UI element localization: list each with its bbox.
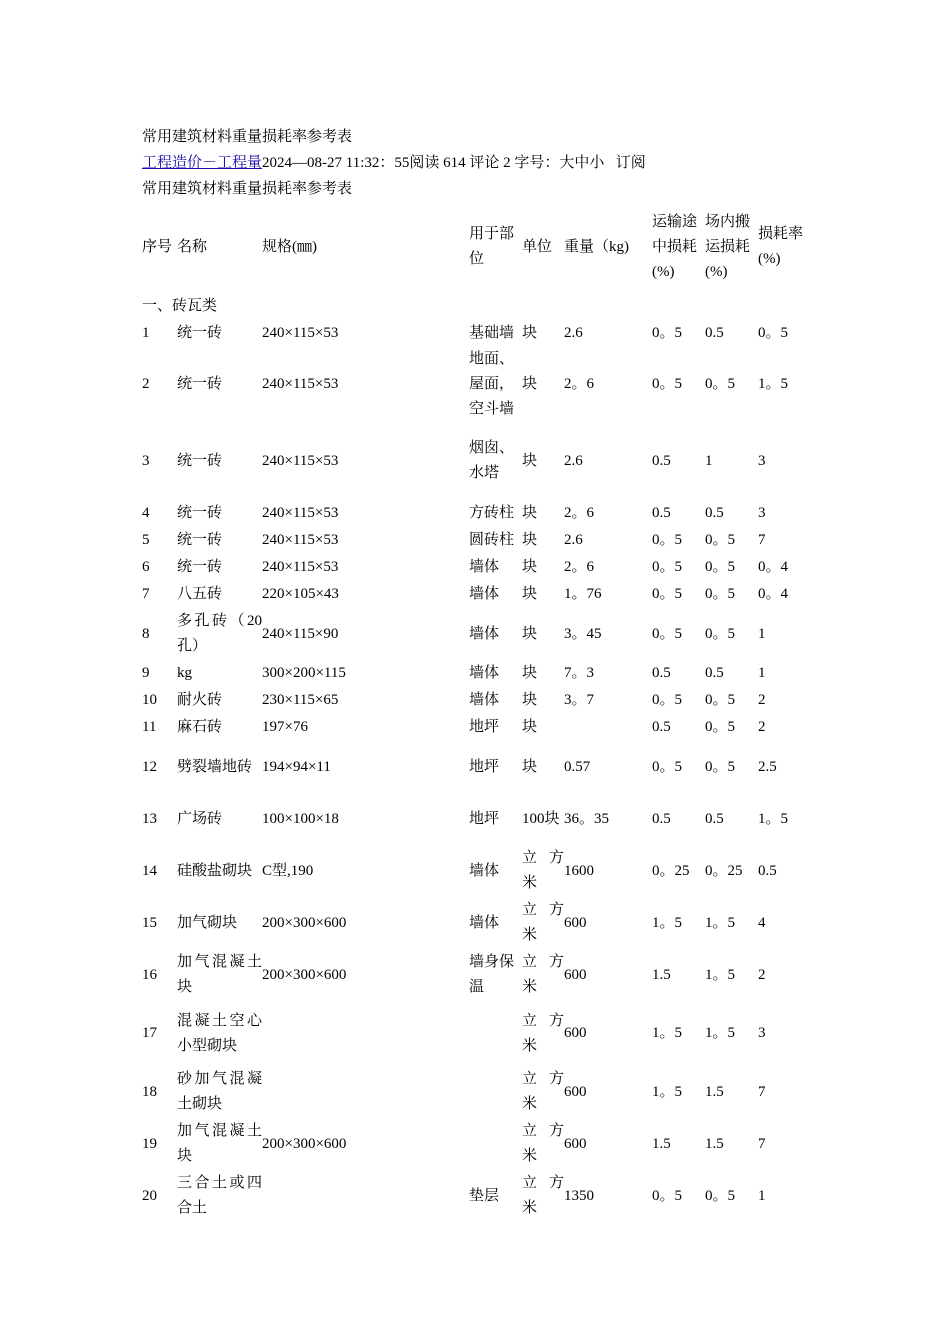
table-cell: 块 <box>522 586 538 602</box>
table-cell: 0。5 <box>705 559 736 575</box>
table-cell: 240×115×90 <box>262 625 339 642</box>
table-cell: 0。5 <box>705 719 736 735</box>
table-cell: 7 <box>758 1135 766 1152</box>
table-cell: 3 <box>758 452 766 469</box>
table-cell: 加气混凝土块 <box>177 954 262 995</box>
table-cell: 0。5 <box>705 758 736 775</box>
table-cell: 0。5 <box>705 532 736 548</box>
table-cell: 197×76 <box>262 719 308 735</box>
table-header-row <box>142 202 807 292</box>
table-cell: 立方米 <box>522 1123 564 1164</box>
table-cell: 0。5 <box>652 559 683 575</box>
table-cell: 18 <box>142 1083 157 1100</box>
table-cell: 0。5 <box>652 376 683 392</box>
table-cell: 立方米 <box>522 1012 564 1054</box>
table-cell <box>262 1066 469 1118</box>
table-cell: 2。6 <box>564 376 595 392</box>
table-row <box>142 897 807 949</box>
table-cell: 12 <box>142 758 157 775</box>
table-row <box>142 714 807 741</box>
table-cell: kg <box>177 665 192 681</box>
table-row <box>142 949 807 1001</box>
table-cell: 15 <box>142 914 157 931</box>
table-row <box>142 554 807 581</box>
table-cell: 2 <box>142 376 150 392</box>
table-cell: 600 <box>564 966 587 983</box>
table-cell: 1 <box>705 452 713 469</box>
table-cell: 块 <box>522 625 538 642</box>
table-cell: 0。5 <box>705 1187 736 1204</box>
table-row <box>142 1118 807 1170</box>
table-cell: 0。5 <box>652 692 683 708</box>
table-cell: 0。5 <box>705 586 736 602</box>
table-cell: 4 <box>758 914 766 931</box>
table-cell: 200×300×600 <box>262 914 347 931</box>
table-cell: 1。76 <box>564 586 602 602</box>
table-cell: 240×115×53 <box>262 376 339 392</box>
table-cell: 块 <box>522 505 538 521</box>
header-cell: 规格(㎜) <box>262 238 317 255</box>
table-cell: 统一砖 <box>177 376 223 392</box>
table-cell: 3 <box>758 505 766 521</box>
table-cell: 4 <box>142 505 150 521</box>
table-cell: 墙体 <box>469 692 500 708</box>
table-cell: 1 <box>758 665 766 681</box>
table-cell: 块 <box>522 692 538 708</box>
table-cell: 600 <box>564 1135 587 1152</box>
subscribe-link[interactable]: 订阅 <box>615 155 646 171</box>
table-cell: 0。25 <box>652 862 690 879</box>
table-cell: 墙体 <box>469 586 500 602</box>
table-cell: 200×300×600 <box>262 966 347 983</box>
table-cell: 块 <box>522 559 538 575</box>
table-cell: 广场砖 <box>177 810 223 827</box>
table-cell: 10 <box>142 692 157 708</box>
table-cell: C型,190 <box>262 862 314 879</box>
header-cell: 名称 <box>177 238 208 255</box>
table-cell: 11 <box>142 719 157 735</box>
table-cell: 3 <box>758 1025 766 1041</box>
table-cell: 八五砖 <box>177 586 223 602</box>
table-cell: 统一砖 <box>177 532 223 548</box>
table-cell: 1 <box>758 1187 766 1204</box>
table-cell: 立方米 <box>522 954 564 995</box>
table-cell <box>262 1001 469 1066</box>
table-cell: 0。5 <box>652 625 683 642</box>
table-cell: 0。5 <box>705 692 736 708</box>
table-cell: 240×115×53 <box>262 505 339 521</box>
table-cell: 200×300×600 <box>262 1135 347 1152</box>
header-cell: 运输途中损耗(%) <box>652 213 698 280</box>
table-row <box>142 320 807 347</box>
table-row <box>142 660 807 687</box>
table-cell: 1350 <box>564 1187 594 1204</box>
doc-subtitle: 常用建筑材料重量损耗率参考表 <box>142 181 353 197</box>
table-cell: 240×115×53 <box>262 452 339 469</box>
table-cell: 1.5 <box>652 966 671 983</box>
table-cell: 8 <box>142 625 150 642</box>
table-cell: 0。5 <box>652 532 683 548</box>
table-cell: 1。5 <box>652 1083 683 1100</box>
table-cell: 立方米 <box>522 850 564 891</box>
doc-title: 常用建筑材料重量损耗率参考表 <box>142 129 353 145</box>
table-cell: 垫层 <box>469 1187 500 1204</box>
table-cell: 0.5 <box>705 810 724 827</box>
table-row <box>142 347 807 422</box>
table-row <box>142 845 807 897</box>
table-cell: 2.6 <box>564 452 583 469</box>
table-cell: 统一砖 <box>177 452 223 469</box>
table-cell: 0。5 <box>758 325 789 341</box>
table-cell: 2 <box>758 966 766 983</box>
table-cell: 0。4 <box>758 586 789 602</box>
table-cell: 194×94×11 <box>262 758 331 775</box>
font-size-options[interactable]: 大中小 <box>559 155 605 171</box>
table-cell: 1 <box>758 625 766 642</box>
table-cell: 300×200×115 <box>262 665 346 681</box>
table-cell: 墙身保温 <box>469 954 515 995</box>
table-cell: 0.5 <box>652 665 671 681</box>
category-link[interactable]: 工程造价－工程量 <box>142 155 263 171</box>
table-cell: 19 <box>142 1135 157 1152</box>
header-cell: 序号 <box>142 238 173 255</box>
table-cell: 立方米 <box>522 1175 564 1216</box>
table-cell: 墙体 <box>469 862 500 879</box>
table-cell: 1。5 <box>758 810 789 827</box>
table-cell: 加气混凝土块 <box>177 1123 262 1164</box>
table-cell: 1。5 <box>652 1025 683 1041</box>
table-row <box>142 608 807 660</box>
table-cell: 麻石砖 <box>177 719 223 735</box>
table-cell: 块 <box>522 665 538 681</box>
table-cell: 20 <box>142 1187 157 1204</box>
table-cell <box>469 1001 522 1066</box>
post-datetime: 2024—08-27 11:32：55 <box>262 155 410 171</box>
header-cell: 损耗率(%) <box>758 226 804 267</box>
table-cell: 0.57 <box>564 758 591 775</box>
table-cell: 2 <box>758 692 766 708</box>
table-cell: 2.6 <box>564 532 583 548</box>
table-cell: 16 <box>142 966 157 983</box>
category-row <box>142 292 807 320</box>
table-cell: 3 <box>142 452 150 469</box>
table-cell: 0。5 <box>652 758 683 775</box>
header-cell: 用于部位 <box>469 226 515 267</box>
table-cell: 0.5 <box>652 452 671 469</box>
comment-count[interactable]: 评论 2 <box>469 155 511 171</box>
table-cell: 统一砖 <box>177 505 223 521</box>
table-cell: 7 <box>758 532 766 548</box>
doc-meta <box>142 150 822 176</box>
table-cell <box>564 714 652 741</box>
table-cell: 0。5 <box>652 325 683 341</box>
table-cell: 5 <box>142 532 150 548</box>
table-row <box>142 1066 807 1118</box>
table-cell: 600 <box>564 1083 587 1100</box>
table-cell: 0.5 <box>705 325 724 341</box>
table-cell: 2。6 <box>564 505 595 521</box>
table-cell: 1。5 <box>705 1025 736 1041</box>
table-cell: 2.6 <box>564 325 583 341</box>
table-cell: 17 <box>142 1025 157 1041</box>
table-row <box>142 1001 807 1066</box>
table-cell: 统一砖 <box>177 559 223 575</box>
table-cell: 2。6 <box>564 559 595 575</box>
table-cell: 硅酸盐砌块 <box>177 862 253 879</box>
table-cell: 0。25 <box>705 862 743 879</box>
table-cell: 统一砖 <box>177 325 223 341</box>
table-cell <box>262 1170 469 1222</box>
table-cell: 0。5 <box>652 586 683 602</box>
table-cell: 立方米 <box>522 1071 564 1112</box>
table-cell: 0.5 <box>705 665 724 681</box>
table-cell <box>469 1066 522 1118</box>
table-cell: 1 <box>142 325 150 341</box>
table-row <box>142 741 807 793</box>
table-row <box>142 422 807 500</box>
table-cell: 多孔砖（20孔） <box>177 613 262 654</box>
table-row <box>142 687 807 714</box>
table-cell: 7 <box>758 1083 766 1100</box>
table-cell: 烟囱、水塔 <box>469 440 515 481</box>
table-cell: 基础墙 <box>469 325 515 341</box>
header-cell: 场内搬运损耗(%) <box>705 213 751 280</box>
document-page <box>142 124 822 1222</box>
header-cell: 重量（kg) <box>564 238 629 255</box>
table-cell: 0.5 <box>652 505 671 521</box>
table-cell: 地坪 <box>469 810 500 827</box>
table-cell: 1.5 <box>652 1135 671 1152</box>
table-cell: 7 <box>142 586 150 602</box>
table-cell: 240×115×53 <box>262 559 339 575</box>
table-cell: 地坪 <box>469 758 500 775</box>
table-cell: 1。5 <box>705 914 736 931</box>
table-cell: 100块 <box>522 810 560 827</box>
table-row <box>142 527 807 554</box>
table-cell: 1。5 <box>705 966 736 983</box>
table-cell: 立方米 <box>522 902 564 943</box>
table-cell: 2 <box>758 719 766 735</box>
read-count: 阅读 614 <box>409 155 466 171</box>
table-cell: 1.5 <box>705 1083 724 1100</box>
table-cell: 1。5 <box>758 376 789 392</box>
table-row <box>142 793 807 845</box>
header-cell: 单位 <box>522 238 553 255</box>
table-cell: 圆砖柱 <box>469 532 515 548</box>
table-cell: 方砖柱 <box>469 505 515 521</box>
table-cell: 6 <box>142 559 150 575</box>
table-row <box>142 500 807 527</box>
table-cell: 加气砌块 <box>177 914 238 931</box>
table-cell: 240×115×53 <box>262 325 339 341</box>
table-cell: 100×100×18 <box>262 810 339 827</box>
table-cell: 地面、屋面，空斗墙 <box>469 351 515 417</box>
table-cell: 1600 <box>564 862 594 879</box>
table-cell: 13 <box>142 810 157 827</box>
table-row <box>142 581 807 608</box>
table-cell: 36。35 <box>564 810 610 827</box>
table-cell: 3。7 <box>564 692 595 708</box>
table-cell: 0。4 <box>758 559 789 575</box>
table-cell <box>469 1118 522 1170</box>
table-cell: 240×115×53 <box>262 532 339 548</box>
font-size-label: 字号： <box>514 155 560 171</box>
table-cell: 0。5 <box>705 376 736 392</box>
table-cell: 0。5 <box>652 1187 683 1204</box>
table-cell: 7。3 <box>564 665 595 681</box>
category-label: 一、砖瓦类 <box>142 297 218 314</box>
table-cell: 耐火砖 <box>177 692 223 708</box>
table-cell: 0。5 <box>705 625 736 642</box>
table-cell: 1。5 <box>652 914 683 931</box>
table-cell: 砂加气混凝土砌块 <box>177 1071 262 1112</box>
table-cell: 墙体 <box>469 559 500 575</box>
table-cell: 230×115×65 <box>262 692 339 708</box>
table-cell: 9 <box>142 665 150 681</box>
table-cell: 220×105×43 <box>262 586 339 602</box>
table-cell: 0.5 <box>705 505 724 521</box>
table-cell: 块 <box>522 376 538 392</box>
table-cell: 三合土或四合土 <box>177 1175 262 1216</box>
table-cell: 14 <box>142 862 157 879</box>
table-cell: 600 <box>564 914 587 931</box>
table-cell: 地坪 <box>469 719 500 735</box>
table-cell: 块 <box>522 452 538 469</box>
table-cell: 0.5 <box>652 810 671 827</box>
table-cell: 块 <box>522 532 538 548</box>
table-cell: 0.5 <box>652 719 671 735</box>
material-loss-table <box>142 202 807 1222</box>
table-cell: 墙体 <box>469 914 500 931</box>
table-cell: 墙体 <box>469 665 500 681</box>
table-cell: 块 <box>522 719 538 735</box>
table-cell: 墙体 <box>469 625 500 642</box>
table-cell: 劈裂墙地砖 <box>177 758 253 775</box>
table-cell: 块 <box>522 758 538 775</box>
table-cell: 0.5 <box>758 862 777 879</box>
table-cell: 600 <box>564 1025 587 1041</box>
table-row <box>142 1170 807 1222</box>
table-cell: 3。45 <box>564 625 602 642</box>
table-cell: 1.5 <box>705 1135 724 1152</box>
table-cell: 块 <box>522 325 538 341</box>
table-cell: 混凝土空心小型砌块 <box>177 1012 262 1054</box>
table-cell: 2.5 <box>758 758 777 775</box>
